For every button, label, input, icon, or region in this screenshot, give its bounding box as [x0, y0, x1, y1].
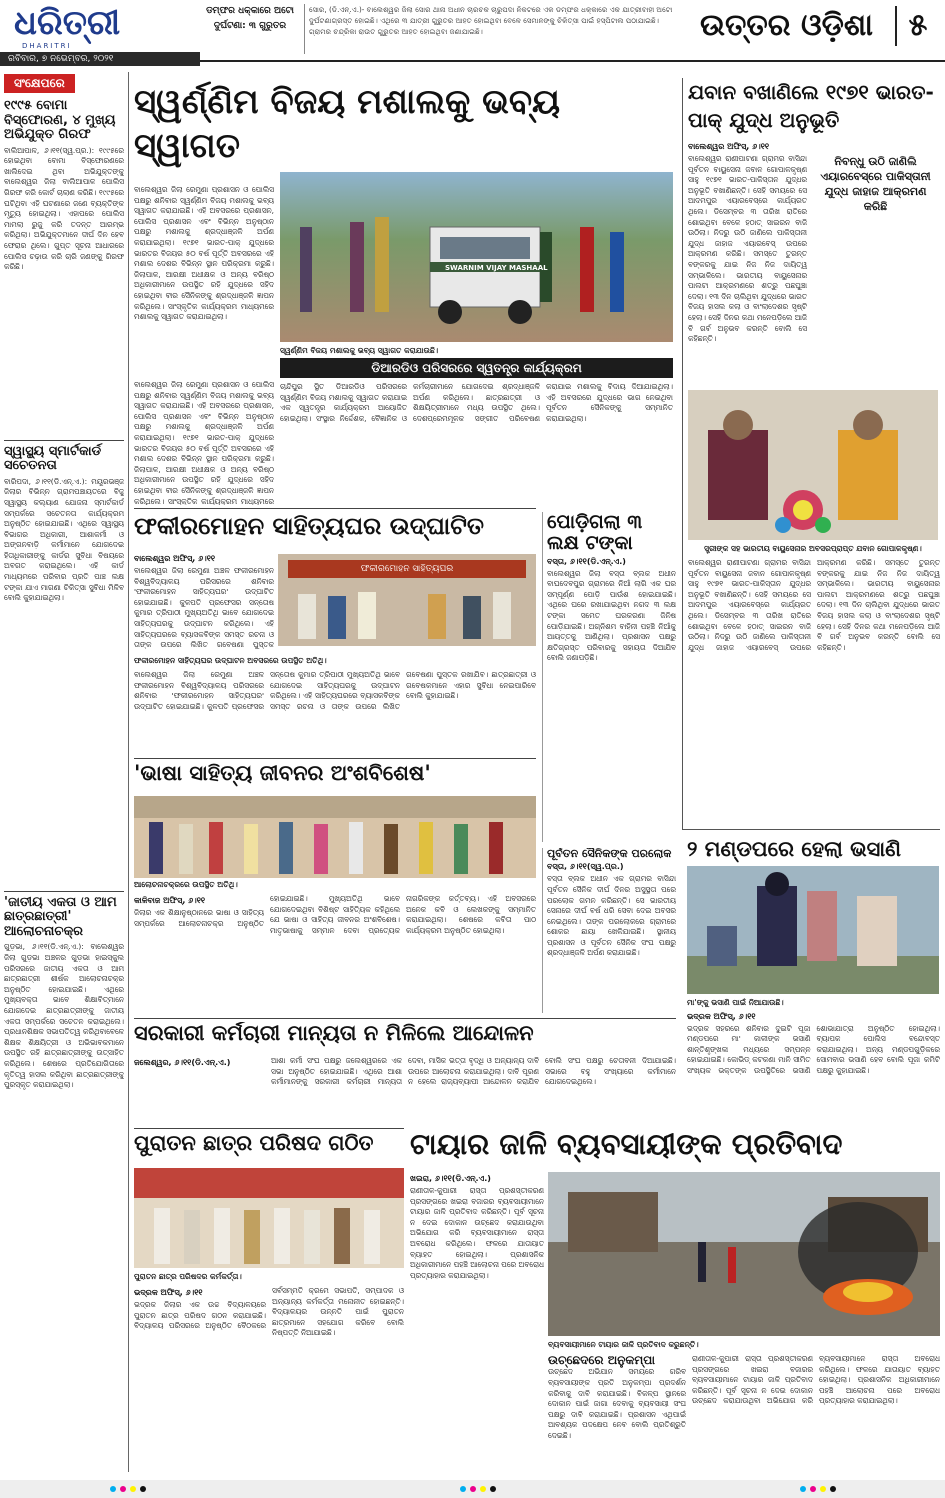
divider [4, 440, 124, 441]
newspaper-logo [14, 4, 189, 54]
fakir-headline: ଫକୀରମୋହନ ସାହିତ୍ୟଘର ଉଦ୍‌ଘାଟିତ [134, 513, 485, 540]
cyan-swatch [800, 1486, 806, 1492]
brief-headline-2: ସ୍ୱାସ୍ଥ୍ୟ ସ୍ମାର୍ଟକାର୍ଡ ସଚେତନତା [4, 443, 102, 474]
magenta-swatch [810, 1486, 816, 1492]
yabana-body: ବାଲେଶ୍ୱର ରାଣୀପାଟଣା ଗ୍ରାମର ବାସିନ୍ଦା ପୂର୍ବତନ ବାୟୁସେନା ଜବାନ ଗୋପାଳକୃଷ୍ଣ ସାହୁ ୧୯୭୧ ଭାରତ-ପାକିସ୍ତାନ ଯୁଦ୍ଧର ଅନୁଭୂତି ବଖାଣିଛନ୍ତି। ସେହି ସମୟରେ ସେ ଆଦମପୁର ଏୟାରବେସ୍‌ରେ କାର୍ଯ୍ୟରତ ଥିଲେ। ଡିସେମ୍ବର ୩ ତାରିଖ ରାତିରେ ଶୋଇଥିବା ବେଳେ ହଠାତ୍ ସାଇରନ ବାଜି ଉଠିଲା। ନିଦରୁ ଉଠି ଜାଣିଲେ ପାକିସ୍ତାନୀ ଯୁଦ୍ଧ ଜାହାଜ ଏୟାରବେସ୍ ଉପରେ ଆକ୍ରମଣ କରିଛି। ସମସ୍ତେ ତୁରନ୍ତ ବଙ୍କରକୁ ଯାଇ ନିଜ ନିଜ ଦାୟିତ୍ୱ ସମ୍ଭାଳିଲେ। ଭାରତୀୟ ବାୟୁସେନାର ପାଲଟା ଆକ୍ରମଣରେ ଶତ୍ରୁ ପଛଘୁଞ୍ଚା ଦେଲା। ୧୩ ଦିନ ଚାଲିଥିବା ଯୁଦ୍ଧରେ ଭାରତ ବିଜୟ ହାସଲ କଲା ଓ ବାଂଲାଦେଶର ସୃଷ୍ଟି ହେଲା। ସେହି ଦିନର କଥା ମନେପଡ଼ିଲେ ଆଜି ବି ଗର୍ବ ଅନୁଭବ କରନ୍ତି ବୋଲି ସେ କହିଛନ୍ତି। [688, 154, 808, 344]
mandapa-dateline: ଭଦ୍ରକ ଅଫିସ୍, ୬।୧୧ [687, 1011, 756, 1021]
cyan-swatch [460, 1486, 466, 1492]
purbatana-dateline: ବସ୍ତା, ୬।୧୧(ସ୍ୱ.ପ୍ର.) [547, 862, 624, 872]
yabana-headline: ଯବାନ ବଖାଣିଲେ ୧୯୭୧ ଭାରତ-ପାକ୍ ଯୁଦ୍ଧ ଅନୁଭୂତି [688, 80, 934, 132]
lead-photo-caption: ସ୍ୱର୍ଣ୍ଣିମ ବିଜୟ ମଶାଲକୁ ଭବ୍ୟ ସ୍ୱାଗତ କରାଯାଉଛି। [280, 346, 439, 355]
fakir-body: ବାଲେଶ୍ୱର ଜିଲା ରେମୁଣା ଅଞ୍ଚଳ ଫକୀରମୋହନ ବିଶ୍ୱବିଦ୍ୟାଳୟ ପରିସରରେ ଶନିବାର 'ଫକୀରମୋହନ ସାହିତ୍ୟଘର' ଉଦ୍‌ଘାଟିତ ହୋଇଯାଇଛି। କୁଳପତି ପ୍ରଫେସର ସନ୍ତୋଷ କୁମାର ତ୍ରିପାଠୀ ମୁଖ୍ୟଅତିଥି ଭାବେ ଯୋଗଦେଇ ସାହିତ୍ୟଘରକୁ ଉଦ୍‌ଘାଟନ କରିଥିଲେ। ଏହି ସାହିତ୍ୟଘରରେ ବ୍ୟାସକବିଙ୍କ ସମସ୍ତ ରଚନା ଓ ତାଙ୍କ ଉପରେ ଲିଖିତ ଗବେଷଣା ପୁସ୍ତକ [134, 566, 274, 650]
puratana-body: ଭଦ୍ରକ ଜିଲାର ଏକ ଉଚ୍ଚ ବିଦ୍ୟାଳୟରେ ପୁରାତନ ଛାତ୍ର ପରିଷଦ ଗଠନ କରାଯାଇଛି। ବିଦ୍ୟାଳୟ ପରିସରରେ ଅନୁଷ୍ଠିତ ବୈଠକରେ ସର୍ବସମ୍ମତି କ୍ରମେ ସଭାପତି, ସମ୍ପାଦକ ଓ ଅନ୍ୟାନ୍ୟ କର୍ମକର୍ତ୍ତା ମନୋନୀତ ହୋଇଛନ୍ତି। ବିଦ୍ୟାଳୟର ଉନ୍ନତି ପାଇଁ ପୁରାତନ ଛାତ୍ରମାନେ ସହଯୋଗ କରିବେ ବୋଲି ନିଷ୍ପତ୍ତି ନିଆଯାଇଛି। [134, 1286, 404, 1338]
sarakari-text-block [134, 1056, 676, 1126]
masthead [0, 0, 945, 62]
tyre-sub-body: ଉଚ୍ଛେଦ ଅଭିଯାନ ସମୟରେ ଗରିବ ବ୍ୟବସାୟୀଙ୍କ ପ୍ରତି ଅନୁକମ୍ପା ପ୍ରଦର୍ଶନ କରିବାକୁ ଦାବି କରାଯାଇଛି। ବିକଳ୍ପ ସ୍ଥାନରେ ଦୋକାନ ପାଇଁ ଜାଗା ଦେବାକୁ ବ୍ୟବସାୟୀ ସଂଘ ପକ୍ଷରୁ ଦାବି କରାଯାଇଛି। ପ୍ରଶାସନ ଏଥିପାଇଁ ଆବଶ୍ୟକ ପଦକ୍ଷେପ ନେବ ବୋଲି ପ୍ରତିଶ୍ରୁତି ଦେଇଛି। [548, 1367, 686, 1440]
black-swatch [830, 1486, 836, 1492]
yabana-body-cont: ବାଲେଶ୍ୱର ରାଣୀପାଟଣା ଗ୍ରାମର ବାସିନ୍ଦା ପୂର୍ବତନ ବାୟୁସେନା ଜବାନ ଗୋପାଳକୃଷ୍ଣ ସାହୁ ୧୯୭୧ ଭାରତ-ପାକିସ୍ତାନ ଯୁଦ୍ଧର ଅନୁଭୂତି ବଖାଣିଛନ୍ତି। ସେହି ସମୟରେ ସେ ଆଦମପୁର ଏୟାରବେସ୍‌ରେ କାର୍ଯ୍ୟରତ ଥିଲେ। ଡିସେମ୍ବର ୩ ତାରିଖ ରାତିରେ ଶୋଇଥିବା ବେଳେ ହଠାତ୍ ସାଇରନ ବାଜି ଉଠିଲା। ନିଦରୁ ଉଠି ଜାଣିଲେ ପାକିସ୍ତାନୀ ଯୁଦ୍ଧ ଜାହାଜ ଏୟାରବେସ୍ ଉପରେ ଆକ୍ରମଣ କରିଛି। ସମସ୍ତେ ତୁରନ୍ତ ବଙ୍କରକୁ ଯାଇ ନିଜ ନିଜ ଦାୟିତ୍ୱ ସମ୍ଭାଳିଲେ। ଭାରତୀୟ ବାୟୁସେନାର ପାଲଟା ଆକ୍ରମଣରେ ଶତ୍ରୁ ପଛଘୁଞ୍ଚା ଦେଲା। ୧୩ ଦିନ ଚାଲିଥିବା ଯୁଦ୍ଧରେ ଭାରତ ବିଜୟ ହାସଲ କଲା ଓ ବାଂଲାଦେଶର ସୃଷ୍ଟି ହେଲା। ସେହି ଦିନର କଥା ମନେପଡ଼ିଲେ ଆଜି ବି ଗର୍ବ ଅନୁଭବ କରନ୍ତି ବୋଲି ସେ କହିଛନ୍ତି। [688, 558, 940, 652]
bhasha-photo [134, 796, 536, 878]
teaser-text: ସୋର, (ଡି.ଏନ୍.ଏ.)- ବାଲେଶ୍ୱର ଜିଲା ସୋର ଥାନା ଅଧୀନ ଚାରଚକ ଚାରୁପଦା ନିକଟରେ ଏକ ଡମ୍ଫର ଧକ୍କାରେ ଏକ ଯାତ୍ରୀବାହୀ ଅଟୋ ଦୁର୍ଘଟଣାଗ୍ରସ୍ତ ହୋଇଛି। ଏଥିରେ ୩ ଯାତ୍ରୀ ଗୁରୁତର ଆହତ ହୋଇଥିବା ବେଳେ ସେମାନଙ୍କୁ ଚିକିତ୍ସା ପାଇଁ ହସ୍ପିଟାଲ ପଠାଯାଇଛି। ଗ୍ରାମର ଚନ୍ଦ୍ରିକା ରାଉତ ଗୁରୁତର ଆହତ ହୋଇଥିବା ଜଣାଯାଇଛି। [304, 4, 679, 54]
mashaal-banner: SWARNIM VIJAY MASHAAL [445, 264, 548, 272]
yellow-swatch [480, 1486, 486, 1492]
bhasha-text-block [134, 894, 536, 1014]
purbatana-story [542, 848, 676, 1013]
mandapa-photo [687, 866, 939, 994]
magenta-swatch [470, 1486, 476, 1492]
puratana-caption: ପୁରାତନ ଛାତ୍ର ପରିଷଦର କର୍ମକର୍ତ୍ତା। [134, 1272, 242, 1281]
lead-body-cont: ବାଲେଶ୍ୱର ଜିଲା ରେମୁଣା ପ୍ରଶାସନ ଓ ପୋଲିସ ପକ୍ଷରୁ ଶନିବାର ସ୍ୱର୍ଣ୍ଣିମ ବିଜୟ ମଶାଲକୁ ଭବ୍ୟ ସ୍ୱାଗତ କରାଯାଇଛି। ଏହି ଅବସରରେ ପ୍ରଶାସନ, ପୋଲିସ ପ୍ରଶାସନ ଏବଂ ବିଭିନ୍ନ ଅନୁଷ୍ଠାନ ପକ୍ଷରୁ ମଶାଲକୁ ଶ୍ରଦ୍ଧାଞ୍ଜଳି ଅର୍ପଣ କରାଯାଇଥିଲା। ୧୯୭୧ ଭାରତ-ପାକ୍ ଯୁଦ୍ଧରେ ଭାରତର ବିଜୟର ୫୦ ବର୍ଷ ପୂର୍ତ୍ତି ଅବସରରେ ଏହି ମଶାଲ ଦେଶର ବିଭିନ୍ନ ସ୍ଥାନ ପରିକ୍ରମା କରୁଛି। ଜିଲାପାଳ, ଆରକ୍ଷୀ ଅଧୀକ୍ଷକ ଓ ଅନ୍ୟ ବରିଷ୍ଠ ଅଧିକାରୀମାନେ ଉପସ୍ଥିତ ରହି ଯୁଦ୍ଧରେ ସହିଦ ହୋଇଥିବା ବୀର ସୈନିକଙ୍କୁ ଶ୍ରଦ୍ଧାଞ୍ଜଳି ଜ୍ଞାପନ କରିଥିଲେ। ସାଂସ୍କୃତିକ କାର୍ଯ୍ୟକ୍ରମ ମାଧ୍ୟମରେ [134, 380, 274, 505]
puratana-photo-art [134, 1168, 404, 1268]
fakir-banner: ଫକୀରମୋହନ ସାହିତ୍ୟଘର [288, 560, 526, 578]
divider [134, 1018, 676, 1019]
fakir-caption: ଫକୀରମୋହନ ସାହିତ୍ୟଘର ଉଦ୍‌ଘାଟନ ଅବସରରେ ଉପସ୍ଥିତ ଅତିଥି। [134, 656, 327, 665]
puratana-text-block [134, 1286, 404, 1472]
mandapa-headline: ୨ ମଣ୍ଡପରେ ହେଲା ଭସାଣି [687, 838, 901, 861]
divider [134, 1128, 404, 1129]
mandapa-story [682, 838, 940, 1118]
mandapa-body: ଭଦ୍ରକ ସହରରେ ଶନିବାର ଦୁଇଟି ପୂଜା ମଣ୍ଡପରେ ମା' କାଳୀଙ୍କ ଭସାଣି ଶାନ୍ତିଶୃଙ୍ଖଳା ମଧ୍ୟରେ ସମ୍ପନ୍ନ ହୋଇଯାଇଛି। କୋଭିଡ୍ କଟକଣା ମାନି ସୀମିତ ସଂଖ୍ୟକ ଭକ୍ତଙ୍କ ଉପସ୍ଥିତିରେ ଭସାଣି ଶୋଭାଯାତ୍ରା ଅନୁଷ୍ଠିତ ହୋଇଥିଲା। ବ୍ୟାପକ ପୋଲିସ ବନ୍ଦୋବସ୍ତ କରାଯାଇଥିଲା। ଅନ୍ୟ ମଣ୍ଡପଗୁଡ଼ିକରେ ସୋମବାର ଭସାଣି ହେବ ବୋଲି ପୂଜା କମିଟି ପକ୍ଷରୁ କୁହାଯାଇଛି। [687, 1023, 940, 1075]
bhasha-body: ଜିଲାର ଏକ ଶିକ୍ଷାନୁଷ୍ଠାନରେ ଭାଷା ଓ ସାହିତ୍ୟ ସମ୍ପର୍କରେ ଆଲୋଚନାଚକ୍ର ଅନୁଷ୍ଠିତ ହୋଇଯାଇଛି। ମୁଖ୍ୟଅତିଥି ଭାବେ ଯୋଗଦେଇଥିବା ବିଶିଷ୍ଟ ସାହିତ୍ୟିକ କହିଥିଲେ ଯେ ଭାଷା ଓ ସାହିତ୍ୟ ଜୀବନର ଅଂଶବିଶେଷ। ମାତୃଭାଷାକୁ ସମ୍ମାନ ଦେବା ପ୍ରତ୍ୟେକ ନାଗରିକଙ୍କ କର୍ତ୍ତବ୍ୟ। ଏହି ଅବସରରେ ଅନେକ କବି ଓ ଲେଖକଙ୍କୁ ସମ୍ମାନିତ କରାଯାଇଥିଲା। ଶେଷରେ କବିତା ପାଠ କାର୍ଯ୍ୟକ୍ରମ ଅନୁଷ୍ଠିତ ହୋଇଥିଲା। [134, 894, 536, 935]
yabana-subhead: ନିବନ୍ଧୁ ଉଠି ଜାଣିଲି ଏୟାରବେସ୍‌ରେ ପାକିସ୍ତାନୀ ଯୁଦ୍ଧ ଜାହାଜ ଆକ୍ରମଣ କରିଛି [820, 155, 931, 213]
drdo-kicker: ଡିଆରଡିଓ ପରିସରରେ ସ୍ୱତନ୍ତ୍ର କାର୍ଯ୍ୟକ୍ରମ [280, 358, 673, 378]
lead-headline: ସ୍ୱର୍ଣ୍ଣିମ ବିଜୟ ମଶାଲକୁ ଭବ୍ୟ ସ୍ୱାଗତ [134, 82, 561, 166]
brief-body-2: ବାରିପଦା, ୬।୧୧(ଡି.ଏନ୍.ଏ.): ମୟୂରଭଞ୍ଜ ଜିଲାର ବିଭିନ୍ନ ଗ୍ରାମପଞ୍ଚାୟତରେ ବିଜୁ ସ୍ୱାସ୍ଥ୍ୟ କଲ୍ୟାଣ ଯୋଜନା ସ୍ମାର୍ଟକାର୍ଡ ସମ୍ପର୍କରେ ସଚେତନତା କାର୍ଯ୍ୟକ୍ରମ ଅନୁଷ୍ଠିତ ହୋଇଯାଇଛି। ଏଥିରେ ସ୍ୱାସ୍ଥ୍ୟ ବିଭାଗର ଅଧିକାରୀ, ଆଶାକର୍ମୀ ଓ ଅଙ୍ଗନବାଡ଼ି କର୍ମୀମାନେ ଯୋଗଦେଇ ହିତାଧିକାରୀଙ୍କୁ କାର୍ଡର ସୁବିଧା ବିଷୟରେ ଅବଗତ କରାଇଥିଲେ। ଏହି କାର୍ଡ ମାଧ୍ୟମରେ ପରିବାର ପ୍ରତି ପାଞ୍ଚ ଲକ୍ଷ ଟଙ୍କା ଯାଏ ମାଗଣା ଚିକିତ୍ସା ସୁବିଧା ମିଳିବ ବୋଲି କୁହାଯାଇଥିଲା। [4, 476, 124, 603]
tyre-subsection [548, 1354, 686, 1472]
teaser-label: ଡମ୍ଫର ଧକ୍କାରେ ଅଟୋ ଦୁର୍ଘଟଣା: ୩ ଗୁରୁତର [206, 6, 294, 31]
yabana-photo-art [688, 390, 938, 540]
divider [134, 508, 536, 509]
magenta-swatch [120, 1486, 126, 1492]
tyre-photo-art [548, 1172, 940, 1336]
bhasha-dateline: କାଳିବାଜ ଅଫିସ୍, ୬।୧୧ [134, 896, 206, 905]
bhasha-caption: ଆଲୋଚନାଚକ୍ରରେ ଉପସ୍ଥିତ ଅତିଥି। [134, 880, 238, 889]
sarakari-body: ଆଶା କର୍ମୀ ସଂଘ ପକ୍ଷରୁ ଜଲେଶ୍ୱରରେ ଏକ ସଭା ଅନୁଷ୍ଠିତ ହୋଇଯାଇଛି। ଏଥିରେ ଆଶା କର୍ମୀମାନଙ୍କୁ ସରକାରୀ କର୍ମଚାରୀ ମାନ୍ୟତା ଦେବା, ମାସିକ ଭତ୍ତା ବୃଦ୍ଧି ଓ ଅନ୍ୟାନ୍ୟ ଦାବି ଉପରେ ଆଲୋଚନା କରାଯାଇଥିଲା। ଦାବି ପୂରଣ ନ ହେଲେ ରାଜ୍ୟବ୍ୟାପୀ ଆନ୍ଦୋଳନ କରାଯିବ ବୋଲି ସଂଘ ପକ୍ଷରୁ ଚେତାବନୀ ଦିଆଯାଇଛି। ସଭାରେ ବହୁ ସଂଖ୍ୟାରେ କର୍ମୀମାନେ ଯୋଗଦେଇଥିଲେ। [271, 1056, 676, 1087]
puratana-headline: ପୁରାତନ ଛାତ୍ର ପରିଷଦ ଗଠିତ [134, 1132, 374, 1155]
lead-body: ବାଲେଶ୍ୱର ଜିଲା ରେମୁଣା ପ୍ରଶାସନ ଓ ପୋଲିସ ପକ୍ଷରୁ ଶନିବାର ସ୍ୱର୍ଣ୍ଣିମ ବିଜୟ ମଶାଲକୁ ଭବ୍ୟ ସ୍ୱାଗତ କରାଯାଇଛି। ଏହି ଅବସରରେ ପ୍ରଶାସନ, ପୋଲିସ ପ୍ରଶାସନ ଏବଂ ବିଭିନ୍ନ ଅନୁଷ୍ଠାନ ପକ୍ଷରୁ ମଶାଲକୁ ଶ୍ରଦ୍ଧାଞ୍ଜଳି ଅର୍ପଣ କରାଯାଇଥିଲା। ୧୯୭୧ ଭାରତ-ପାକ୍ ଯୁଦ୍ଧରେ ଭାରତର ବିଜୟର ୫୦ ବର୍ଷ ପୂର୍ତ୍ତି ଅବସରରେ ଏହି ମଶାଲ ଦେଶର ବିଭିନ୍ନ ସ୍ଥାନ ପରିକ୍ରମା କରୁଛି। ଜିଲାପାଳ, ଆରକ୍ଷୀ ଅଧୀକ୍ଷକ ଓ ଅନ୍ୟ ବରିଷ୍ଠ ଅଧିକାରୀମାନେ ଉପସ୍ଥିତ ରହି ଯୁଦ୍ଧରେ ସହିଦ ହୋଇଥିବା ବୀର ସୈନିକଙ୍କୁ ଶ୍ରଦ୍ଧାଞ୍ଜଳି ଜ୍ଞାପନ କରିଥିଲେ। ସାଂସ୍କୃତିକ କାର୍ଯ୍ୟକ୍ରମ ମାଧ୍ୟମରେ ମଶାଲକୁ ସ୍ୱାଗତ କରାଯାଇଥିଲା। [134, 185, 274, 322]
fakir-text-block [134, 552, 274, 652]
briefs-column [4, 72, 129, 1472]
drdo-body: ଚାନ୍ଦିପୁର ସ୍ଥିତ ଡିଆରଡିଓ ପରିସରରେ ସ୍ୱର୍ଣ୍ଣିମ ବିଜୟ ମଶାଲକୁ ସ୍ୱାଗତ କରାଯାଇ ଏକ ସ୍ୱତନ୍ତ୍ର କାର୍ଯ୍ୟକ୍ରମ ଆୟୋଜିତ ହୋଇଥିଲା। ସଂସ୍ଥାର ନିର୍ଦ୍ଦେଶକ, ବୈଜ୍ଞାନିକ ଓ କର୍ମଚାରୀମାନେ ଯୋଗଦେଇ ଶ୍ରଦ୍ଧାଞ୍ଜଳି ଅର୍ପଣ କରିଥିଲେ। ଛାତ୍ରଛାତ୍ରୀ ଓ ଶିକ୍ଷୟିତ୍ରୀମାନେ ମଧ୍ୟ ଉପସ୍ଥିତ ଥିଲେ। ଦେଶପ୍ରେମମୂଳକ ସଙ୍ଗୀତ ପରିବେଷଣ କରାଯାଇ ମଶାଲକୁ ବିଦାୟ ଦିଆଯାଇଥିଲା। ଏହି ଅବସରରେ ଯୁଦ୍ଧରେ ଭାଗ ନେଇଥିବା ପୂର୍ବତନ ସୈନିକଙ୍କୁ ସମ୍ମାନିତ କରାଯାଇଥିଲା। [280, 382, 673, 423]
brief-headline-1: ୧୯୯୫ ବୋମା ବିସ୍ଫୋରଣ, ୪ ମୁଖ୍ୟ ଅଭିଯୁକ୍ତ ଗିରଫ [4, 98, 116, 143]
fakir-dateline: ବାଲେଶ୍ୱର ଅଫିସ୍, ୬।୧୧ [134, 554, 216, 563]
brief-headline-3: 'ଜାତୀୟ ଏକତା ଓ ଆମ ଛାତ୍ରଛାତ୍ରୀ' ଆଲୋଚନାଚକ୍ର [4, 894, 117, 939]
divider [134, 758, 536, 759]
tyre-body: ରାଣୀତାଳ-କୁପାରୀ ରାସ୍ତା ପ୍ରଶସ୍ତୀକରଣ ପ୍ରସଙ୍ଗରେ ଖଇରା ବଜାରର ବ୍ୟବସାୟୀମାନେ ଟାୟାର ଜାଳି ପ୍ରତିବାଦ କରିଛନ୍ତି। ପୂର୍ବ ସୂଚନା ନ ଦେଇ ଦୋକାନ ଉଚ୍ଛେଦ କରାଯାଉଥିବା ଅଭିଯୋଗ କରି ବ୍ୟବସାୟୀମାନେ ରାସ୍ତା ଅବରୋଧ କରିଥିଲେ। ଫଳରେ ଯାତାୟାତ ବ୍ୟାହତ ହୋଇଥିଲା। ପ୍ରଶାସନିକ ଅଧିକାରୀମାନେ ପହଞ୍ଚି ଆଲୋଚନା ପରେ ଅବରୋଧ ପ୍ରତ୍ୟାହାର କରାଯାଇଥିଲା। [410, 1186, 544, 1280]
cyan-swatch [110, 1486, 116, 1492]
fakir-photo [278, 554, 536, 646]
podigala-story [542, 512, 676, 842]
puratana-photo [134, 1168, 404, 1268]
sarakari-dateline: ଜଲେଶ୍ୱର, ୬।୧୧(ଡି.ଏନ୍.ଏ.) [134, 1058, 231, 1067]
logo-text: ଧରିତ୍ରୀ [14, 3, 121, 43]
tyre-sub-headline: ଉଚ୍ଛେଦରେ ଅନୁକମ୍ପା [548, 1354, 655, 1367]
mandapa-caption: ମା'ଙ୍କୁ ଭସାଣି ପାଇଁ ନିଆଯାଉଛି। [687, 997, 784, 1007]
black-swatch [490, 1486, 496, 1492]
brief-body-3: ଗୁଡ଼ଭା, ୬।୧୧(ଡି.ଏନ୍.ଏ.): ବାଲେଶ୍ୱର ଜିଲା ଗୁଡ଼ଭା ଅଞ୍ଚଳର ଗୁଡ଼ଭା ହାଇସ୍କୁଲ ପରିସରରେ ଜାତୀୟ ଏକତା ଓ ଆମ ଛାତ୍ରଛାତ୍ରୀ ଶୀର୍ଷକ ଆଲୋଚନାଚକ୍ର ଅନୁଷ୍ଠିତ ହୋଇଯାଇଛି। ଏଥିରେ ମୁଖ୍ୟବକ୍ତା ଭାବେ ଶିକ୍ଷାବିତ୍ମାନେ ଯୋଗଦେଇ ଛାତ୍ରଛାତ୍ରୀଙ୍କୁ ଜାତୀୟ ଏକତା ସମ୍ପର୍କରେ ସଚେତନ କରାଇଥିଲେ। ପ୍ରଧାନଶିକ୍ଷକ ସଭାପତିତ୍ୱ କରିଥିବାବେଳେ ଶିକ୍ଷକ ଶିକ୍ଷୟିତ୍ରୀ ଓ ଅଭିଭାବକମାନେ ଉପସ୍ଥିତ ରହି ଛାତ୍ରଛାତ୍ରୀଙ୍କୁ ଉତ୍ସାହିତ କରିଥିଲେ। ଶେଷରେ ପ୍ରତିଯୋଗିତାରେ କୃତିତ୍ୱ ହାସଲ କରିଥିବା ଛାତ୍ରଛାତ୍ରୀଙ୍କୁ ପୁରସ୍କୃତ କରାଯାଇଥିଲା। [4, 942, 124, 1090]
fakir-body-cont: ବାଲେଶ୍ୱର ଜିଲା ରେମୁଣା ଅଞ୍ଚଳ ଫକୀରମୋହନ ବିଶ୍ୱବିଦ୍ୟାଳୟ ପରିସରରେ ଶନିବାର 'ଫକୀରମୋହନ ସାହିତ୍ୟଘର' ଉଦ୍‌ଘାଟିତ ହୋଇଯାଇଛି। କୁଳପତି ପ୍ରଫେସର ସନ୍ତୋଷ କୁମାର ତ୍ରିପାଠୀ ମୁଖ୍ୟଅତିଥି ଭାବେ ଯୋଗଦେଇ ସାହିତ୍ୟଘରକୁ ଉଦ୍‌ଘାଟନ କରିଥିଲେ। ଏହି ସାହିତ୍ୟଘରରେ ବ୍ୟାସକବିଙ୍କ ସମସ୍ତ ରଚନା ଓ ତାଙ୍କ ଉପରେ ଲିଖିତ ଗବେଷଣା ପୁସ୍ତକ ରଖାଯିବ। ଛାତ୍ରଛାତ୍ରୀ ଓ ଗବେଷକମାନେ ଏହାର ସୁବିଧା ନେଇପାରିବେ ବୋଲି କୁହାଯାଇଛି। [134, 670, 536, 711]
brief-body-1: ବାଲିଆପାଳ, ୬।୧୧(ସ୍ୱ.ପ୍ର.): ୧୯୯୫ରେ ହୋଇଥିବା ବୋମା ବିସ୍ଫୋରଣରେ ଖାଲିଦେଇ ଥିବା ଅଭିଯୁକ୍ତଙ୍କୁ ବାଲେଶ୍ୱର ଜିଲା ବାଲିଆପାଳ ପୋଲିସ ଗିରଫ କରି କୋର୍ଟ ଚାଲାଣ କରିଛି। ୧୯୯୫ରେ ଘଟିଥିବା ଏହି ଘଟଣାରେ ଜଣେ ବ୍ୟକ୍ତିଙ୍କ ମୃତ୍ୟୁ ହୋଇଥିଲା। ଏହାପରେ ପୋଲିସ ମାମଲା ରୁଜୁ କରି ତଦନ୍ତ ଆରମ୍ଭ କରିଥିଲା। ଅଭିଯୁକ୍ତମାନେ ଦୀର୍ଘ ଦିନ ହେବ ଫେରାର ଥିଲେ। ଗୁପ୍ତ ସୂଚନା ଆଧାରରେ ପୋଲିସ ଚଢ଼ାଉ କରି ଚାରି ଜଣଙ୍କୁ ଗିରଫ କରିଛି। [4, 145, 124, 272]
divider [4, 891, 124, 892]
tyre-text-block [410, 1172, 544, 1472]
yellow-swatch [820, 1486, 826, 1492]
yabana-photo [688, 390, 938, 540]
puratana-dateline: ଭଦ୍ରକ ଅଫିସ୍, ୬।୧୧ [134, 1288, 203, 1297]
bhasha-photo-art [134, 796, 536, 878]
tyre-body-cont: ରାଣୀତାଳ-କୁପାରୀ ରାସ୍ତା ପ୍ରଶସ୍ତୀକରଣ ପ୍ରସଙ୍ଗରେ ଖଇରା ବଜାରର ବ୍ୟବସାୟୀମାନେ ଟାୟାର ଜାଳି ପ୍ରତିବାଦ କରିଛନ୍ତି। ପୂର୍ବ ସୂଚନା ନ ଦେଇ ଦୋକାନ ଉଚ୍ଛେଦ କରାଯାଉଥିବା ଅଭିଯୋଗ କରି ବ୍ୟବସାୟୀମାନେ ରାସ୍ତା ଅବରୋଧ କରିଥିଲେ। ଫଳରେ ଯାତାୟାତ ବ୍ୟାହତ ହୋଇଥିଲା। ପ୍ରଶାସନିକ ଅଧିକାରୀମାନେ ପହଞ୍ଚି ଆଲୋଚନା ପରେ ଅବରୋଧ ପ୍ରତ୍ୟାହାର କରାଯାଇଥିଲା। [692, 1354, 940, 1406]
lead-headline-block [134, 80, 674, 170]
sarakari-headline: ସରକାରୀ କର୍ମଚାରୀ ମାନ୍ୟତା ନ ମିଳିଲେ ଆନ୍ଦୋଳନ [134, 1022, 534, 1045]
page-number: ୫ [895, 6, 939, 46]
mandapa-photo-art [687, 866, 939, 994]
black-swatch [140, 1486, 146, 1492]
section-name: ଉତ୍ତର ଓଡ଼ିଶା [700, 8, 874, 43]
podigala-body: ବାଲେଶ୍ୱର ଜିଲା ବସ୍ତା ବ୍ଲକ ଅଧୀନ ବାଘଦେବପୁର ଗ୍ରାମରେ ନିଆଁ ଲାଗି ଏକ ଘର ସମ୍ପୂର୍ଣ୍ଣ ପୋଡ଼ି ପାଉଁଶ ହୋଇଯାଇଛି। ଏଥିରେ ଘରେ ରଖାଯାଇଥିବା ନଗଦ ୩ ଲକ୍ଷ ଟଙ୍କା ସମେତ ଘରକରଣା ଜିନିଷ ପୋଡ଼ିଯାଇଛି। ଅଗ୍ନିଶମ ବାହିନୀ ପହଞ୍ଚି ନିଆଁକୁ ଆୟତ୍ତକୁ ଆଣିଥିଲା। ପ୍ରଶାସନ ପକ୍ଷରୁ କ୍ଷତିଗ୍ରସ୍ତ ପରିବାରକୁ ସହାୟତା ଦିଆଯିବ ବୋଲି ଜଣାପଡ଼ିଛି। [547, 568, 676, 663]
briefs-tag: ସଂକ୍ଷେପରେ [4, 74, 75, 93]
issue-date: ରବିବାର, ୭ ନଭେମ୍ବର, ୨୦୨୧ [0, 52, 200, 66]
bhasha-headline: 'ଭାଷା ସାହିତ୍ୟ ଜୀବନର ଅଂଶବିଶେଷ' [134, 762, 431, 785]
yellow-swatch [130, 1486, 136, 1492]
lead-photo [280, 172, 673, 342]
podigala-headline: ପୋଡ଼ିଗଲା ୩ ଲକ୍ଷ ଟଙ୍କା [547, 512, 643, 555]
yabana-caption: ସ୍ତ୍ରୀଙ୍କ ସହ ଭାରତୀୟ ବାୟୁସେନାର ଅବସରପ୍ରାପ୍ତ ଯବାନ ଗୋପାଳକୃଷ୍ଣ। [704, 544, 922, 553]
podigala-dateline: ବସ୍ତା, ୬।୧୧(ଡି.ଏନ୍.ଏ.) [547, 556, 626, 566]
yabana-dateline: ବାଲେଶ୍ୱର ଅଫିସ୍, ୬।୧୧ [688, 142, 770, 151]
tyre-dateline: ଖଇରା, ୬।୧୧(ଡି.ଏନ୍.ଏ.) [410, 1174, 491, 1183]
logo-subtext: DHARITRI [22, 42, 72, 50]
purbatana-headline: ପୂର୍ବତନ ସୈନିକଙ୍କ ପରଲୋକ [547, 848, 672, 860]
lead-photo-art [280, 172, 673, 342]
fakir-photo-art [278, 554, 536, 646]
yabana-story [682, 78, 940, 830]
tyre-caption: ବ୍ୟବସାୟୀମାନେ ଟାୟାର ଜାଳି ପ୍ରତିବାଦ କରୁଛନ୍ତି। [548, 1340, 699, 1349]
purbatana-body: ବସ୍ତା ବ୍ଲକ ଅଧୀନ ଏକ ଗ୍ରାମର ବାସିନ୍ଦା ପୂର୍ବତନ ସୈନିକ ଦୀର୍ଘ ଦିନର ଅସୁସ୍ଥତା ପରେ ପରଲୋକ ଗମନ କରିଛନ୍ତି। ସେ ଭାରତୀୟ ସେନାରେ ଦୀର୍ଘ ବର୍ଷ ଧରି ସେବା ଦେଇ ଅବସର ନେଇଥିଲେ। ତାଙ୍କ ପରଲୋକରେ ଗ୍ରାମରେ ଶୋକର ଛାୟା ଖେଳିଯାଇଛି। ସ୍ଥାନୀୟ ପ୍ରଶାସନ ଓ ପୂର୍ବତନ ସୈନିକ ସଂଘ ପକ୍ଷରୁ ଶ୍ରଦ୍ଧାଞ୍ଜଳି ଅର୍ପଣ କରାଯାଇଛି। [547, 874, 676, 958]
tyre-headline: ଟାୟାର ଜାଳି ବ୍ୟବସାୟୀଙ୍କ ପ୍ରତିବାଦ [410, 1128, 843, 1161]
tyre-photo [548, 1172, 940, 1336]
